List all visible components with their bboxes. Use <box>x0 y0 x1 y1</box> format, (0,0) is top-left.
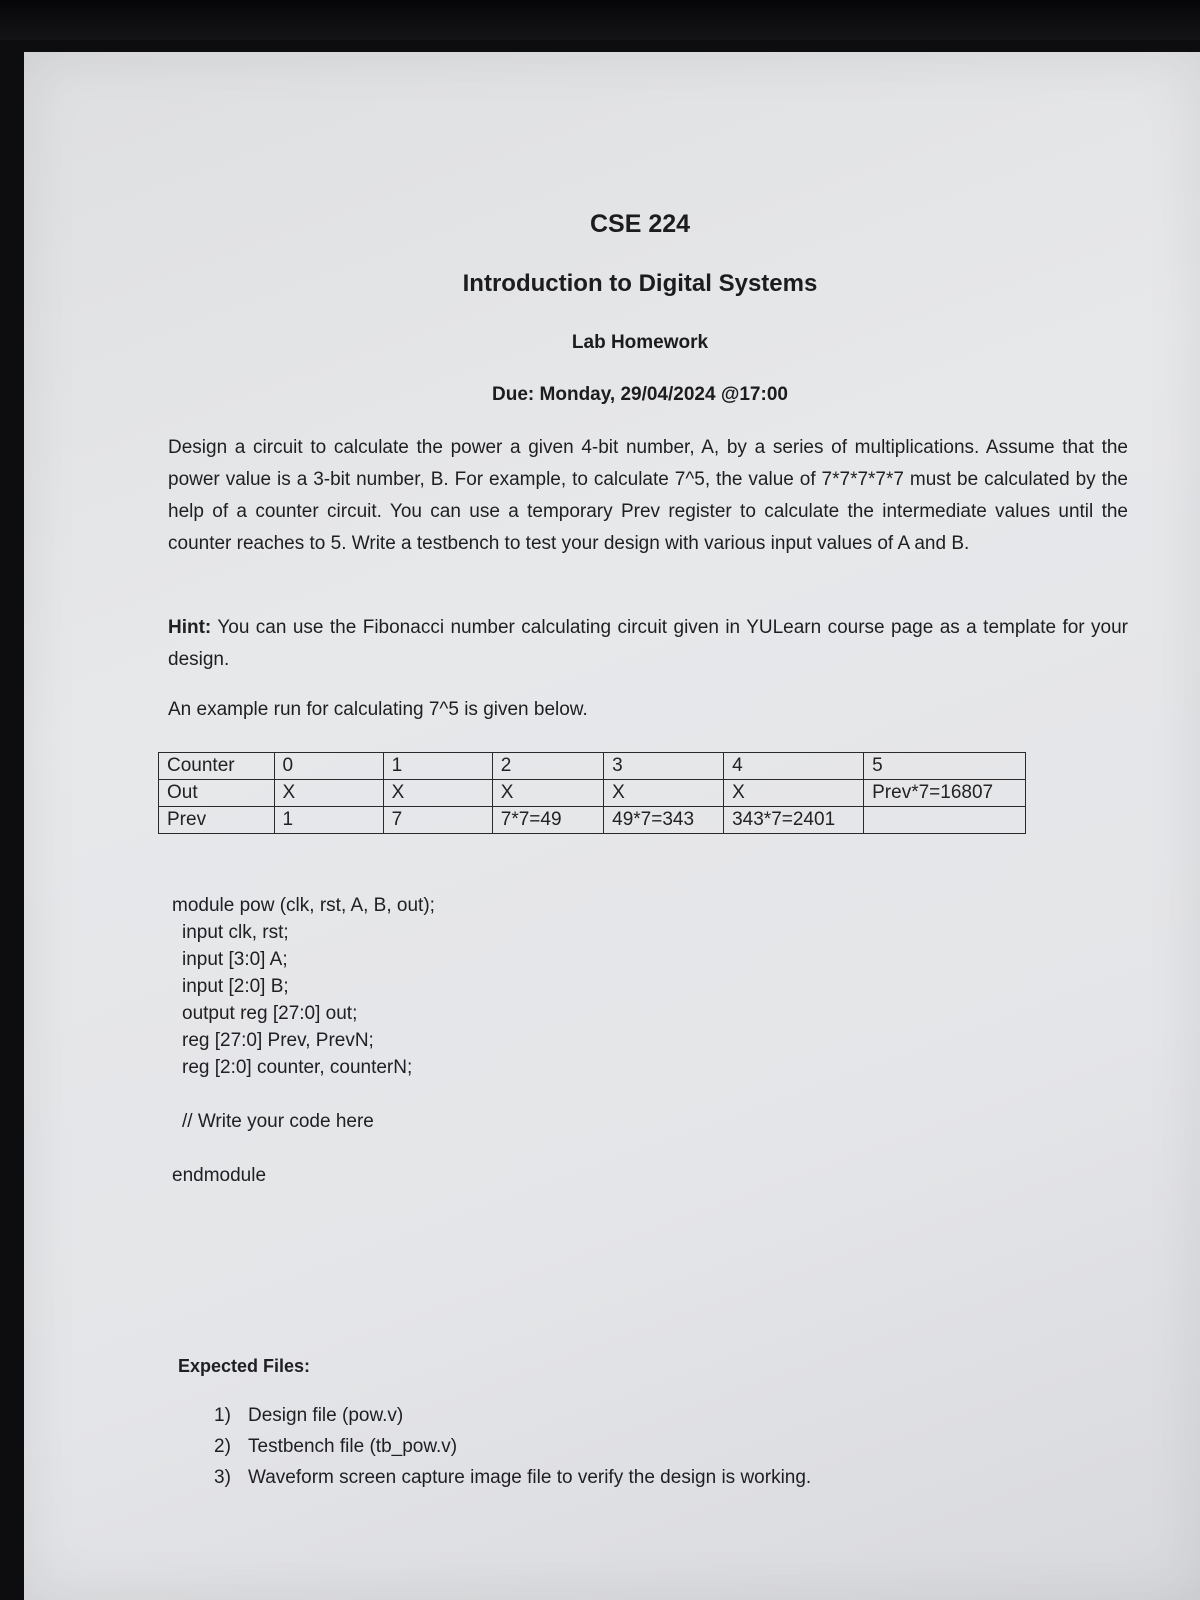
table-cell: 3 <box>604 753 724 780</box>
assignment-description: Design a circuit to calculate the power a given 4-bit number, A, by a series of multiplications. Assume that the power value is a 3-bit number, B. For example, to calculate 7^5, the value of 7*7*7*7*7 must be calculated by the help of a counter circuit. You can use a temporary Prev register to calculate the intermediate values until the counter reaches to 5. Write a testbench to test your design with various input values of A and B. <box>168 437 1128 554</box>
list-item-text: Waveform screen capture image file to verify the design is working. <box>248 1467 812 1488</box>
table-row-out <box>159 780 1026 807</box>
table-cell: X <box>274 780 383 807</box>
list-item-text: Testbench file (tb_pow.v) <box>248 1436 458 1457</box>
table-cell: 1 <box>383 753 492 780</box>
list-item-number: 1) <box>214 1405 231 1426</box>
table-cell: 1 <box>274 807 383 834</box>
table-cell: X <box>724 780 864 807</box>
code-line: endmodule <box>172 1165 267 1186</box>
table-cell <box>864 807 1026 834</box>
hint-paragraph <box>168 612 1128 676</box>
background-edge <box>0 0 1200 40</box>
table-cell: Prev <box>159 807 275 834</box>
table-cell: 0 <box>274 753 383 780</box>
code-line: reg [27:0] Prev, PrevN; <box>182 1030 374 1051</box>
table-cell: 5 <box>864 753 1026 780</box>
hint-label: Hint: <box>168 617 212 638</box>
table-cell: 2 <box>492 753 603 780</box>
list-item-number: 3) <box>214 1467 231 1488</box>
code-line: input clk, rst; <box>182 922 289 943</box>
list-item-text: Design file (pow.v) <box>248 1405 404 1426</box>
table-cell: X <box>604 780 724 807</box>
table-cell: 343*7=2401 <box>724 807 864 834</box>
table-cell: 7 <box>383 807 492 834</box>
document-subtitle: Lab Homework <box>571 332 709 353</box>
code-line <box>172 1135 435 1162</box>
table-cell: 49*7=343 <box>604 807 724 834</box>
expected-files-list <box>214 1400 811 1493</box>
table-cell: Out <box>159 780 275 807</box>
verilog-code-block <box>172 892 435 1189</box>
code-line: input [3:0] A; <box>182 949 288 970</box>
code-line: reg [2:0] counter, counterN; <box>182 1057 413 1078</box>
code-comment: // Write your code here <box>182 1111 374 1132</box>
table-row-counter <box>159 753 1026 780</box>
code-line: output reg [27:0] out; <box>182 1003 358 1024</box>
table-cell: 4 <box>724 753 864 780</box>
table-row-prev <box>159 807 1026 834</box>
course-title: Introduction to Digital Systems <box>462 270 818 297</box>
table-cell: X <box>492 780 603 807</box>
table-cell: Prev*7=16807 <box>864 780 1026 807</box>
code-line <box>172 1081 435 1108</box>
table-cell: 7*7=49 <box>492 807 603 834</box>
list-item <box>214 1462 811 1493</box>
hint-text: You can use the Fibonacci number calculating circuit given in YULearn course page as a template for your design. <box>168 617 1128 670</box>
list-item-number: 2) <box>214 1436 231 1457</box>
example-run-table <box>158 752 1026 834</box>
example-intro: An example run for calculating 7^5 is given below. <box>168 699 588 720</box>
expected-files-title: Expected Files: <box>178 1356 311 1376</box>
course-code: CSE 224 <box>589 210 691 238</box>
code-line: module pow (clk, rst, A, B, out); <box>172 895 435 916</box>
table-cell: Counter <box>159 753 275 780</box>
list-item <box>214 1431 811 1462</box>
table-cell: X <box>383 780 492 807</box>
due-date: Due: Monday, 29/04/2024 @17:00 <box>492 384 788 405</box>
code-line: input [2:0] B; <box>182 976 289 997</box>
list-item <box>214 1400 811 1431</box>
